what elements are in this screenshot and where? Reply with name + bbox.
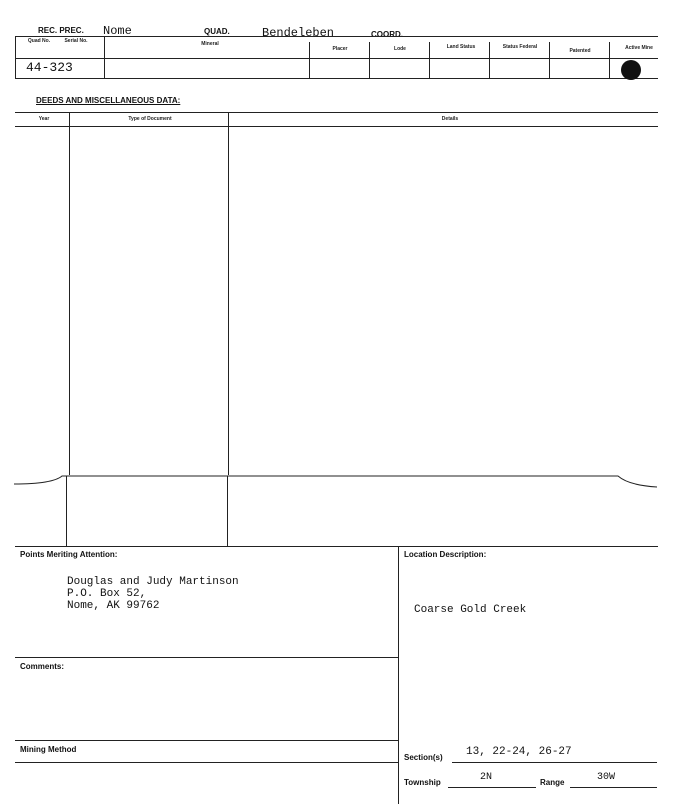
location-value: Coarse Gold Creek (414, 604, 527, 616)
section-value: 13, 22-24, 26-27 (466, 746, 572, 758)
header-top-rule (15, 36, 658, 37)
col-land-status: Land Status (446, 44, 476, 50)
range-value: 30W (597, 772, 616, 783)
header-col-sep (429, 42, 430, 78)
deeds-col-sep-lower (227, 476, 228, 546)
comments-rule (15, 657, 398, 658)
col-year: Year (38, 116, 50, 122)
header-bottom-rule (15, 78, 658, 79)
range-underline (570, 787, 657, 788)
col-active-mine: Active Mine (625, 45, 653, 51)
township-value: 2N (480, 772, 493, 783)
range-label: Range (540, 778, 565, 787)
deeds-top-rule (15, 112, 658, 113)
rec-prec-label: REC. PREC. (38, 26, 84, 35)
deeds-header-rule (15, 126, 658, 127)
deeds-col-sep-lower (66, 476, 67, 546)
quad-label: QUAD. (204, 27, 230, 36)
deeds-bottom-rule (15, 546, 658, 547)
mining-rule (15, 740, 398, 741)
col-type-of-document: Type of Document (128, 116, 172, 122)
page-seam (0, 466, 678, 496)
comments-label: Comments: (20, 662, 65, 671)
rec-prec-value: Nome (103, 24, 132, 38)
quad-serial-value: 44-323 (26, 60, 73, 75)
lower-col-sep (398, 546, 399, 804)
coord-label: COORD. (371, 30, 403, 39)
header-mid-rule (15, 58, 658, 59)
mining-method-label: Mining Method (20, 745, 77, 754)
mining-underline (15, 762, 398, 763)
col-status-federal: Status Federal (502, 44, 538, 50)
col-mineral: Mineral (201, 41, 219, 47)
header-col-sep (104, 36, 105, 78)
col-quad-no: Quad No. (27, 38, 51, 44)
location-label: Location Description: (404, 550, 487, 559)
header-col-sep (549, 42, 550, 78)
deeds-col-sep (228, 112, 229, 475)
col-serial-no: Serial No. (64, 38, 88, 44)
header-left-border (15, 36, 16, 78)
active-mine-marker (621, 60, 641, 80)
header-col-sep (489, 42, 490, 78)
township-label: Township (404, 778, 441, 787)
header-col-sep (369, 42, 370, 78)
col-patented: Patented (569, 48, 591, 54)
header-col-sep (609, 42, 610, 78)
col-lode: Lode (394, 46, 406, 52)
col-placer: Placer (332, 46, 348, 52)
header-col-sep (309, 42, 310, 78)
points-label: Points Meriting Attention: (20, 550, 118, 559)
quad-value: Bendeleben (262, 26, 335, 40)
deeds-title: DEEDS AND MISCELLANEOUS DATA: (36, 96, 181, 105)
col-details: Details (441, 116, 459, 122)
points-text: Douglas and Judy Martinson P.O. Box 52, Nome, AK 99762 (67, 576, 239, 612)
section-underline (452, 762, 657, 763)
township-underline (448, 787, 536, 788)
section-label: Section(s) (404, 753, 443, 762)
deeds-col-sep (69, 112, 70, 475)
